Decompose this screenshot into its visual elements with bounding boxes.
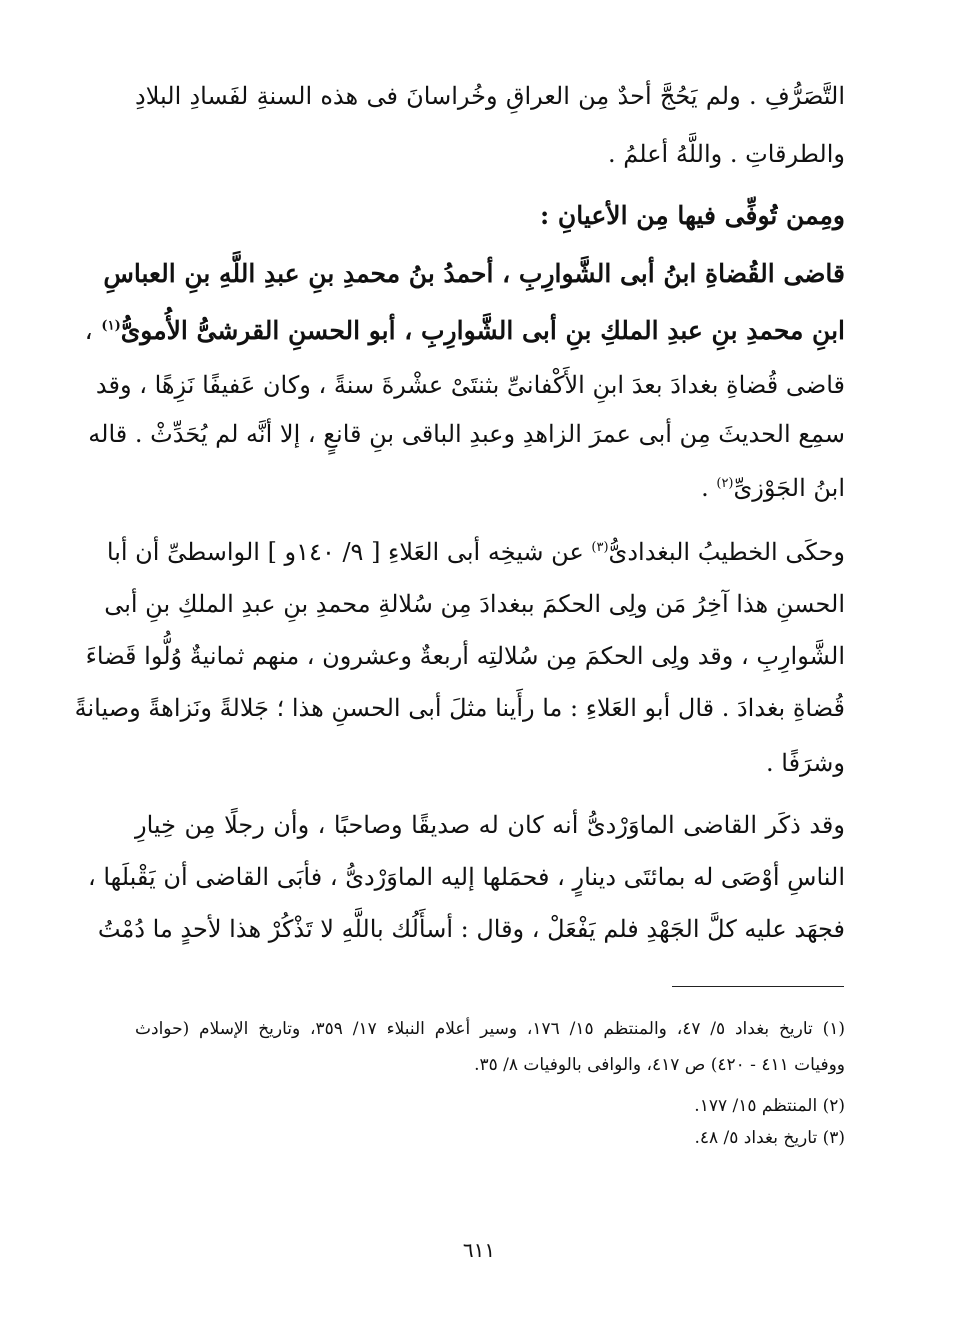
period-mark: . [701,474,709,502]
text-line: قُضاةِ بغدادَ . قال أبو العَلاءِ : ما رأَينا مثلَ أبى الحسنِ هذا ؛ جَلالةً ونَزاهةً وصيانةً [74,694,845,722]
comma-mark: ، [84,316,93,345]
text-line: وشرَفًا . [766,749,845,777]
text-line: التَّصَرُّفِ . ولم يَحُجَّ أحدٌ مِن العراقِ وخُراسانَ فى هذه السنةِ لفَسادِ البلادِ [135,82,845,110]
footnote-line: ووفيات ٤١١ - ٤٢٠) ص ٤١٧، والوافى بالوفيات ٨/ ٣٥. [474,1055,845,1075]
text-segment: وحكَى الخطيبُ البغدادىُّ [608,538,845,566]
text-line [135,468,845,512]
footnote-ref: (٢) [716,476,734,491]
text-line: قاضى قُضاةِ بغدادَ بعدَ ابنِ الأَكْفانىِّ بثنتَىْ عشْرةَ سنةً ، وكان عَفيفًا نَزِهًا ، وقد [95,371,845,399]
footnote-separator [672,986,844,987]
text-line: الحسنِ هذا آخِرُ مَن ولِى الحكمَ ببغدادَ مِن سُلالةِ محمدِ بنِ عبدِ الملكِ بنِ أبى [104,590,845,618]
text-line: سمِع الحديثَ مِن أبى عمرَ الزاهدِ وعبدِ الباقى بنِ قانعٍ ، إلا أنَّه لم يُحَدِّثْ . قاله [88,420,845,448]
text-line: وقد ذكَر القاضى الماوَرْدىُّ أنه كان له صديقًا وصاحبًا ، وأن رجلًا مِن خِيارِ [135,811,845,839]
section-heading: ومِمن تُوفِّى فيها مِن الأعيانِ : [539,201,845,230]
footnote-line: (٢) المنتظم ١٥/ ١٧٧. [694,1096,845,1116]
footnote-ref: (٣) [591,540,609,555]
text-line: الشَّوارِبِ ، وقد ولِى الحكمَ مِن سُلالتِه أربعةٌ وعشرون ، منهم ثمانيةٌ وُلُّوا قَضاءَ [85,642,845,670]
text-segment: عن شيخِه أبى العَلاءِ [ ٩/ ١٤٠و ] الواسطىِّ أن أبا [106,538,584,566]
entry-heading-line: قاضى القُضاةِ ابنُ أبى الشَّوارِبِ ، أحمدُ بنُ محمدِ بنِ عبدِ اللَّهِ بنِ العباسِ [103,259,845,288]
text-line: والطرقاتِ . واللَّهُ أعلمُ . [608,140,845,168]
text-line: فجهَد عليه كلَّ الجَهْدِ فلم يَفْعَلْ ، وقال : أسأَلُك باللَّهِ لا تَذْكُرْ هذا لأحدٍ ما دُمْتُ [97,915,845,943]
entry-heading-text: ابنِ محمدِ بنِ عبدِ الملكِ بنِ أبى الشَّوارِبِ ، أبو الحسنِ القرشىُّ الأُموىُّ [120,316,845,345]
text-line [106,532,845,576]
text-line: الناسِ أوْصَى له بمائتَى دينارٍ ، فحمَلها إليه الماوَرْدىُّ ، فأبَى القاضى أن يَقْبلَها ، [87,863,845,891]
footnote-ref: (١) [101,318,121,334]
text-segment: ابنُ الجَوْزىِّ [733,474,845,502]
entry-heading-line [84,311,845,355]
footnote-line: (١) تاريخ بغداد ٥/ ٤٧، والمنتظم ١٥/ ١٧٦، وسير أعلام النبلاء ١٧/ ٣٥٩، وتاريخ الإسلام (حوادث [135,1019,846,1039]
page-number: ٦١١ [462,1238,496,1262]
footnote-line: (٣) تاريخ بغداد ٥/ ٤٨. [694,1128,845,1148]
